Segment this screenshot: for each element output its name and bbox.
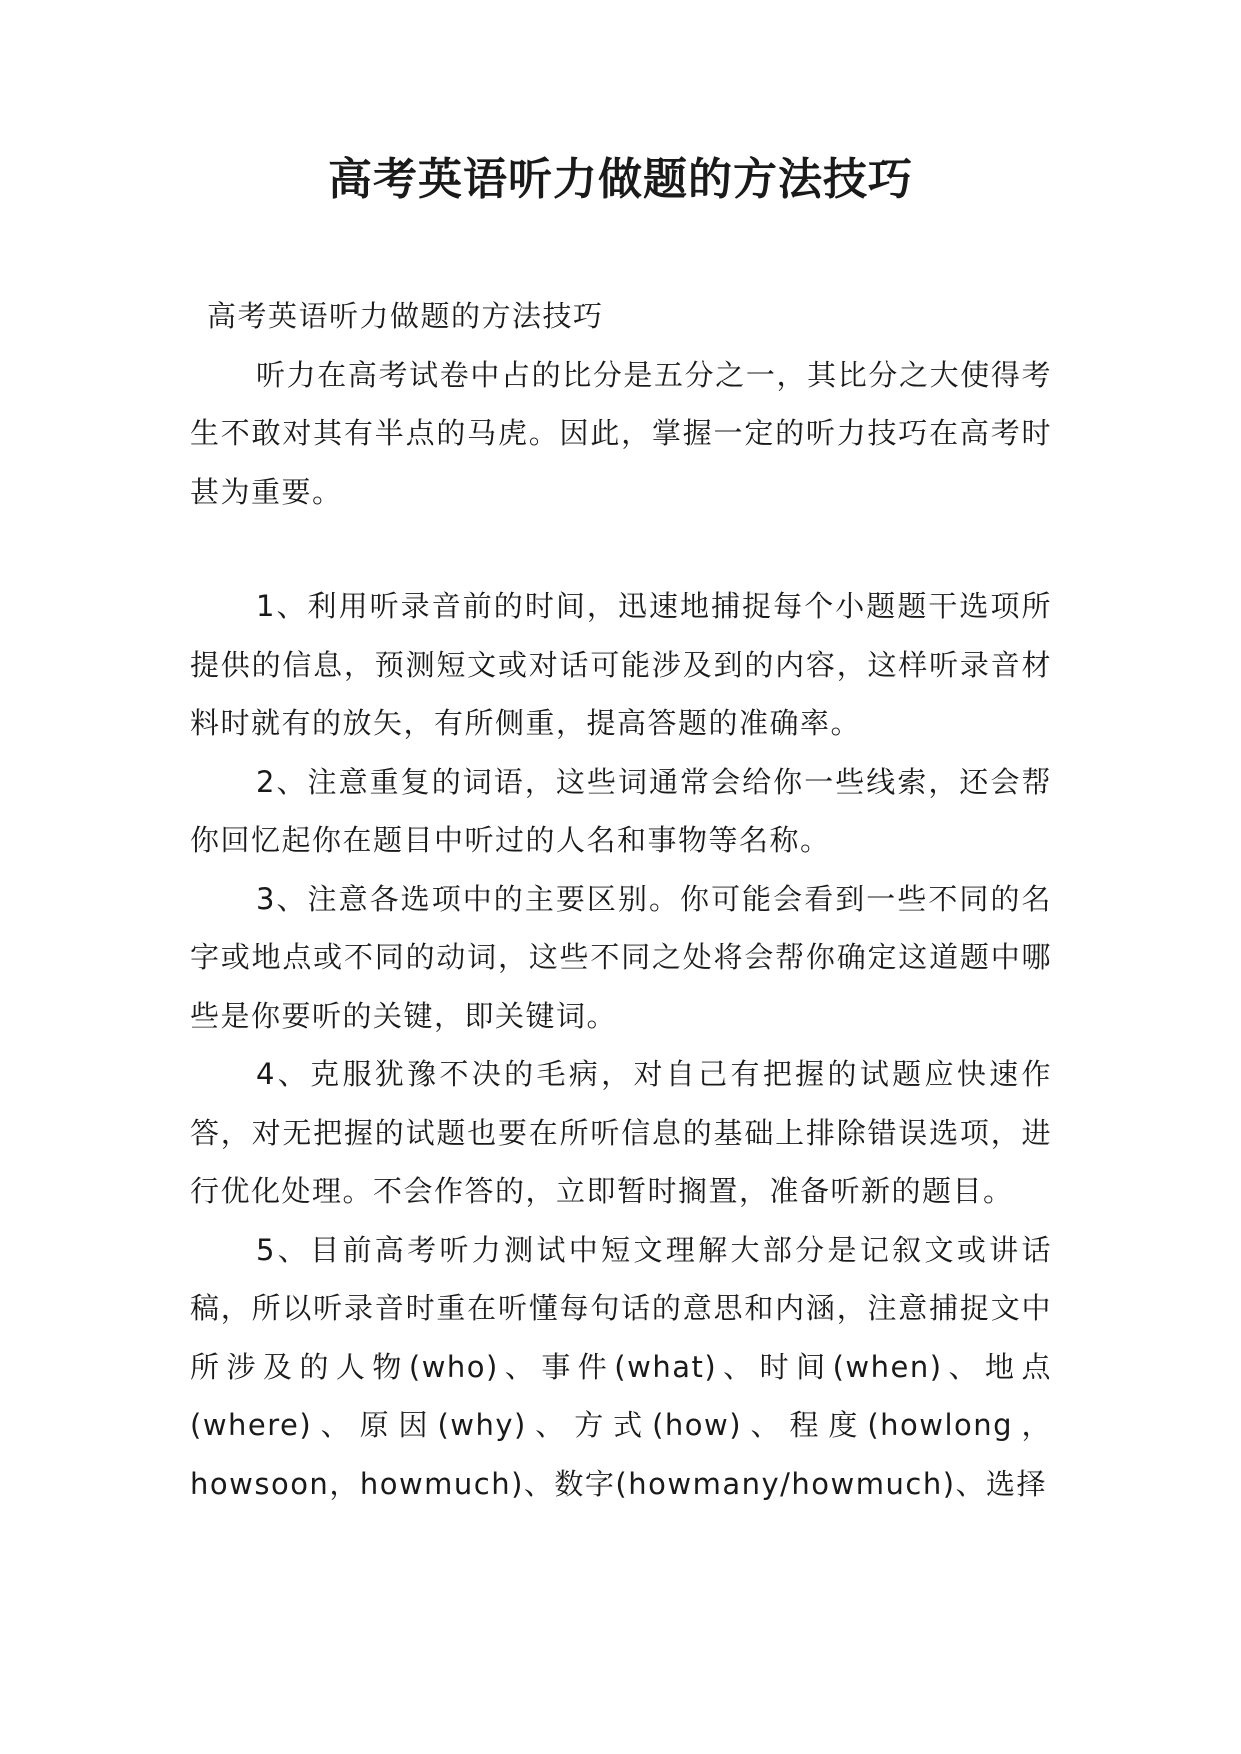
document-body — [190, 287, 1052, 1513]
tip-paragraph-4: 4、克服犹豫不决的毛病，对自己有把握的试题应快速作答，对无把握的试题也要在所听信息的基础上排除错误选项，进行优化处理。不会作答的，立即暂时搁置，准备听新的题目。 — [190, 1057, 1052, 1208]
document-subtitle: 高考英语听力做题的方法技巧 — [207, 299, 604, 333]
paragraph-spacer — [190, 521, 1052, 577]
intro-paragraph: 听力在高考试卷中占的比分是五分之一，其比分之大使得考生不敢对其有半点的马虎。因此，掌握一定的听力技巧在高考时甚为重要。 — [190, 357, 1052, 509]
tip-paragraph-1: 1、利用听录音前的时间，迅速地捕捉每个小题题干选项所提供的信息，预测短文或对话可能涉及到的内容，这样听录音材料时就有的放矢，有所侧重，提高答题的准确率。 — [190, 589, 1052, 740]
tip-paragraph-2: 2、注意重复的词语，这些词通常会给你一些线索，还会帮你回忆起你在题目中听过的人名和事物等名称。 — [190, 764, 1052, 857]
tip-paragraph-3: 3、注意各选项中的主要区别。你可能会看到一些不同的名字或地点或不同的动词，这些不同之处将会帮你确定这道题中哪些是你要听的关键，即关键词。 — [190, 881, 1052, 1033]
tip-paragraph-5: 5、目前高考听力测试中短文理解大部分是记叙文或讲话稿，所以听录音时重在听懂每句话的意思和内涵，注意捕捉文中所涉及的人物(who)、事件(what)、时间(when)、地点(where)、原因(why)、方式(how)、程度(howlong，howsoon，howmuch)、数字(howmany/howmuch)、选择 — [190, 1232, 1052, 1501]
document-title: 高考英语听力做题的方法技巧 — [328, 154, 913, 205]
